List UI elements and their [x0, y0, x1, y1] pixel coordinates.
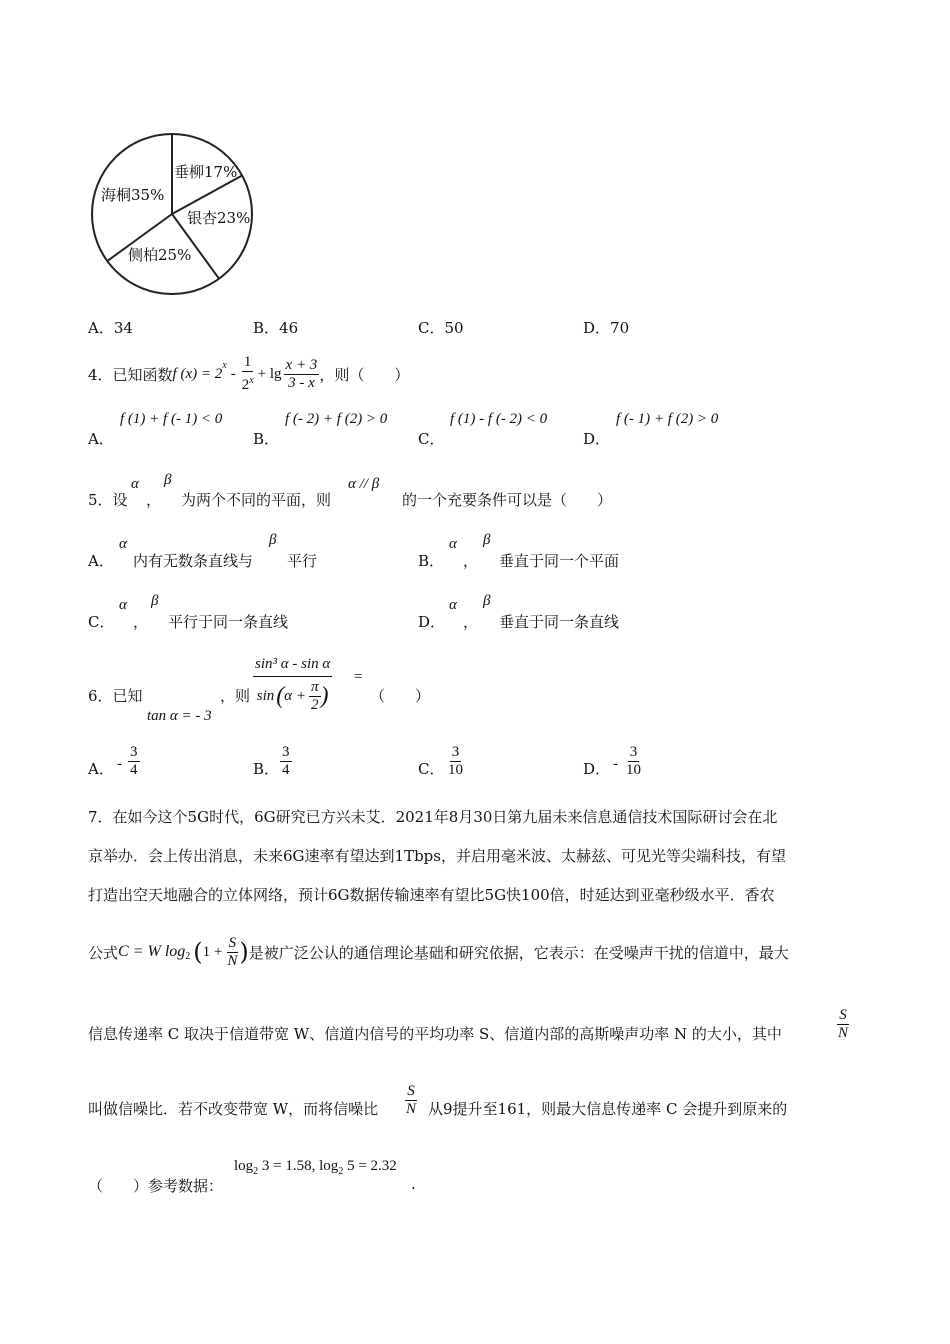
- q7-log-1: log: [234, 1158, 254, 1174]
- q4-minus: -: [230, 365, 236, 382]
- q6-eq: =: [354, 669, 363, 685]
- q5-s1: 5．设: [88, 491, 128, 509]
- q6-frac-c: [446, 744, 465, 779]
- q4-frac1: [240, 354, 256, 394]
- q4-lg: + lg: [257, 365, 282, 382]
- q6-num-d: 3: [629, 744, 638, 760]
- q4-frac1-den-sup: x: [249, 375, 254, 386]
- q4-sup-x: x: [222, 360, 227, 371]
- q6-pi-frac: [309, 679, 321, 714]
- q7-formula-sub: 2: [185, 950, 191, 962]
- q6-den-a: 4: [130, 762, 138, 778]
- q7-formula-frac: [225, 935, 239, 970]
- q5-a-beta: β: [269, 532, 277, 548]
- q7-paren-right: ): [239, 938, 249, 966]
- q6-den-c: 10: [448, 762, 463, 778]
- q4-expr-d: f (- 1) + f (2) > 0: [616, 411, 719, 427]
- q5-label-b: B．: [418, 552, 445, 570]
- q6-label-d: D．: [583, 760, 611, 778]
- q6-paren-left: (: [276, 683, 285, 709]
- q6-den-prefix: sin: [256, 688, 275, 704]
- q6-s2: ，则: [220, 687, 251, 705]
- q4-label-a: A．: [88, 430, 114, 448]
- q5-b-comma: ，: [463, 552, 479, 570]
- q7-formula-N: N: [227, 952, 238, 969]
- q4-expr-c: f (1) - f (- 2) < 0: [450, 411, 548, 427]
- q5-d-text: 垂直于同一条直线: [499, 613, 620, 631]
- q6-frac-b: [280, 744, 292, 779]
- q4-frac2: [284, 357, 320, 392]
- q4-suffix: ，则（ ）: [319, 365, 410, 384]
- q7-ref-end: 5 = 2.32: [343, 1158, 397, 1174]
- q6-frac-d: [624, 744, 643, 779]
- q5-alpha: α: [131, 476, 139, 492]
- q6-two: 2: [311, 697, 319, 713]
- q6-fraction: [253, 656, 332, 714]
- pie-label-haitong: 海桐35%: [101, 186, 165, 204]
- pie-label-cebai: 侧柏25%: [128, 246, 192, 264]
- q4-prefix: 4．已知函数: [88, 365, 173, 384]
- q6-pi: π: [311, 679, 319, 695]
- q4-func: f (x) = 2: [172, 365, 223, 382]
- q7-line6-N: N: [406, 1101, 417, 1117]
- q7-formula-S: S: [228, 934, 237, 951]
- q7-line-5: 信息传递率 C 取决于信道带宽 W、信道内信号的平均功率 S、信道内部的高斯噪声功率 N 的大小，其中: [88, 1025, 782, 1043]
- q7-l4-suffix: 是被广泛公认的通信理论基础和研究依据，它表示：在受噪声干扰的信道中，最大: [248, 943, 789, 962]
- q7-ref-data: [234, 1158, 397, 1177]
- q7-line5-N: N: [838, 1025, 849, 1041]
- q7-l6-a: 叫做信噪比．若不改变带宽 W，而将信噪比: [88, 1100, 379, 1118]
- q7-line-4: [88, 930, 789, 974]
- q7-l7-period: .: [411, 1175, 416, 1193]
- q7-l7-a: （ ）参考数据：: [88, 1177, 224, 1195]
- q7-line5-frac: [836, 1007, 850, 1042]
- q5-c-alpha: α: [119, 597, 127, 613]
- q5-d-alpha: α: [449, 597, 457, 613]
- q5-c-text: 平行于同一条直线: [168, 613, 289, 631]
- q5-parallel: α // β: [348, 476, 380, 492]
- q7-formula-one: 1 +: [202, 943, 223, 960]
- q5-c-beta: β: [151, 593, 159, 609]
- q5-label-d: D．: [418, 613, 446, 631]
- q7-line-3: 打造出空天地融合的立体网络，预计6G数据传输速率有望比5G快100倍，时延达到亚毫秒级水平．香农: [88, 886, 775, 904]
- q4-frac2-num: x + 3: [285, 356, 318, 373]
- q4-frac1-den: [240, 372, 256, 394]
- q3-option-d: D．70: [583, 319, 630, 337]
- q7-formula-left: C = W log: [118, 943, 186, 960]
- q5-label-c: C．: [88, 613, 115, 631]
- q6-frac-num: sin³ α - sin α: [253, 656, 332, 677]
- q4-expr-b: f (- 2) + f (2) > 0: [285, 411, 388, 427]
- q5-a-text1: 内有无数条直线与: [133, 552, 254, 570]
- q6-num-a: 3: [130, 744, 138, 760]
- q6-paren-right: ): [320, 683, 329, 709]
- q5-comma: ，: [146, 491, 162, 509]
- q6-den-inner: α +: [284, 688, 306, 704]
- q6-sign-d: -: [613, 756, 618, 772]
- q3-option-a: A．34: [88, 319, 133, 337]
- q5-s2: 为两个不同的平面，则: [181, 491, 332, 509]
- q7-line-2: 京举办．会上传出消息，未来6G速率有望达到1Tbps，并启用毫米波、太赫兹、可见光等尖端科技，有望: [88, 847, 786, 865]
- q6-den-d: 10: [626, 762, 641, 778]
- q3-option-b: B．46: [253, 319, 299, 337]
- q6-label-b: B．: [253, 760, 280, 778]
- q4-label-c: C．: [418, 430, 445, 448]
- q7-log-sub-2: 2: [338, 1166, 344, 1177]
- q5-label-a: A．: [88, 552, 114, 570]
- q6-s1: 6．已知: [88, 687, 143, 705]
- q4-stem: [88, 352, 409, 396]
- q7-paren-left: (: [193, 938, 203, 966]
- q5-d-beta: β: [483, 593, 491, 609]
- q3-option-c: C．50: [418, 319, 464, 337]
- q7-ref-mid: 3 = 1.58, log: [258, 1158, 339, 1174]
- q4-label-b: B．: [253, 430, 280, 448]
- q7-l6-b: 从9提升至161，则最大信息传递率 C 会提升到原来的: [428, 1100, 788, 1118]
- pie-chart: [86, 128, 258, 300]
- pie-label-yinxing: 银杏23%: [187, 209, 251, 227]
- q6-sign-a: -: [117, 756, 122, 772]
- q5-s3: 的一个充要条件可以是（ ）: [402, 491, 613, 509]
- q7-log-sub-1: 2: [253, 1166, 259, 1177]
- q5-b-alpha: α: [449, 536, 457, 552]
- q6-num-c: 3: [451, 744, 460, 760]
- q4-expr-a: f (1) + f (- 1) < 0: [120, 411, 223, 427]
- q5-beta: β: [164, 472, 172, 488]
- q6-label-a: A．: [88, 760, 114, 778]
- q6-frac-a: [128, 744, 140, 779]
- q6-den-b: 4: [282, 762, 290, 778]
- q7-l4-prefix: 公式: [88, 943, 119, 962]
- q4-frac1-den-base: 2: [241, 377, 250, 393]
- q5-b-beta: β: [483, 532, 491, 548]
- q4-label-d: D．: [583, 430, 611, 448]
- q6-s3: （ ）: [370, 687, 431, 705]
- q7-line6-frac: [404, 1083, 418, 1118]
- q6-frac-den: [257, 677, 329, 714]
- q5-a-alpha: α: [119, 536, 127, 552]
- q4-frac2-den: 3 - x: [288, 374, 315, 391]
- q7-line5-S: S: [839, 1007, 847, 1023]
- q7-line6-S: S: [407, 1083, 415, 1099]
- q5-c-comma: ，: [133, 613, 149, 631]
- q6-label-c: C．: [418, 760, 445, 778]
- q5-a-text2: 平行: [287, 552, 318, 570]
- q6-num-b: 3: [282, 744, 290, 760]
- q4-frac1-num: 1: [243, 354, 252, 370]
- q5-d-comma: ，: [463, 613, 479, 631]
- q7-line-1: 7．在如今这个5G时代，6G研究已方兴未艾．2021年8月30日第九届未来信息通信技术国际研讨会在北: [88, 808, 778, 826]
- pie-label-chuiliu: 垂柳17%: [174, 163, 238, 181]
- q5-b-text: 垂直于同一个平面: [499, 552, 620, 570]
- q6-tan: tan α = - 3: [147, 708, 212, 724]
